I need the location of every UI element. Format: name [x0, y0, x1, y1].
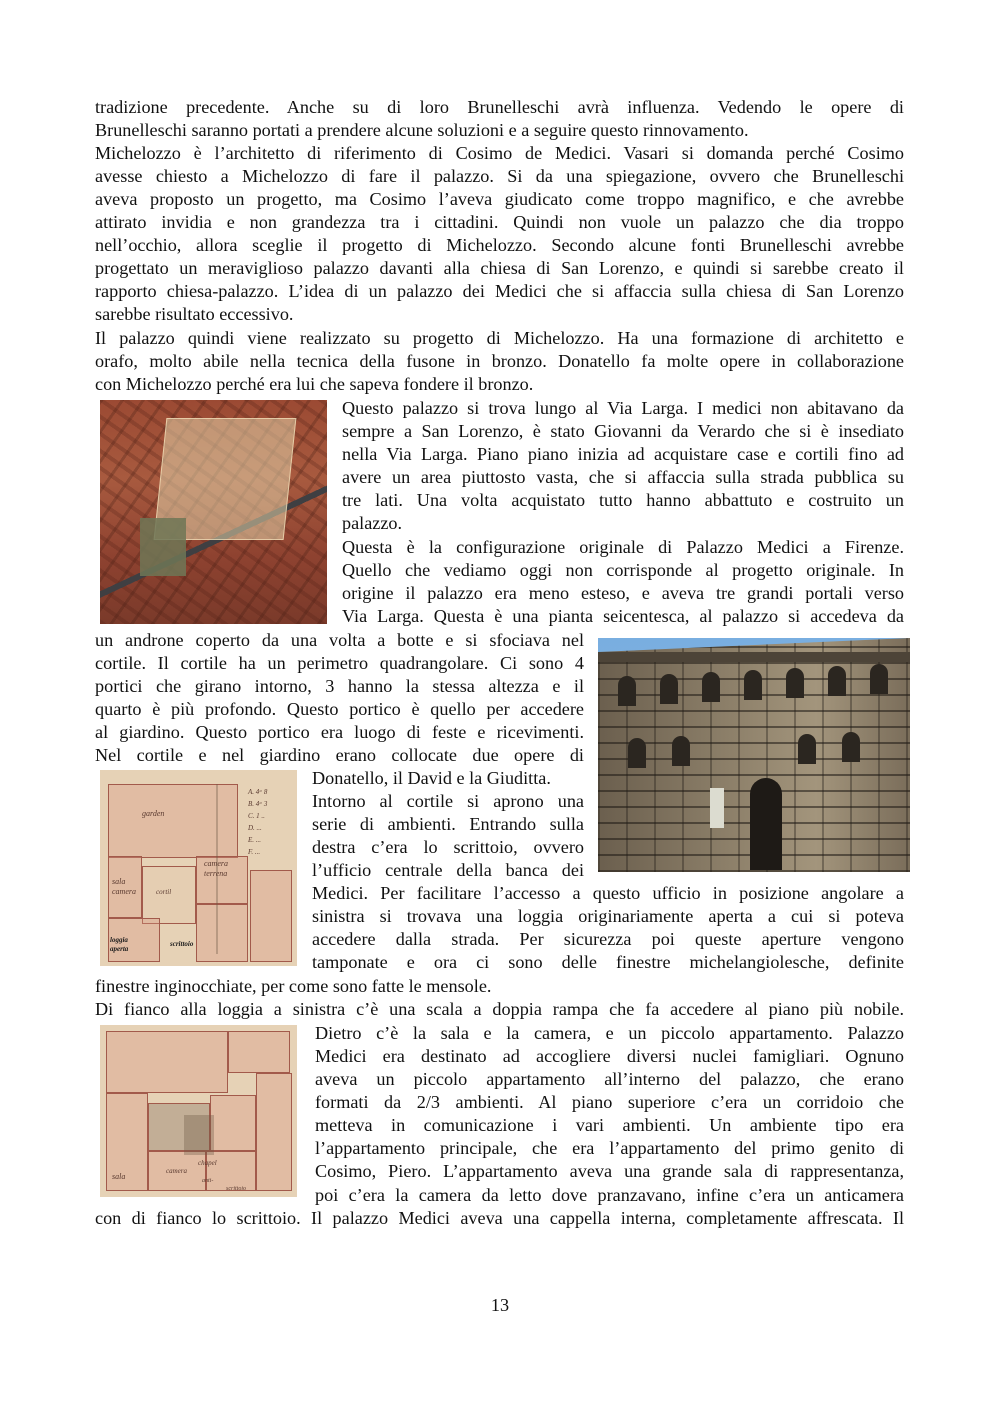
text-line: aveva un piccolo appartamento all’interno del palazzo, che erano [315, 1069, 904, 1089]
text-line: Questa è la configurazione originale di Palazzo Medici a Firenze. [342, 537, 904, 557]
text-line: Di fianco alla loggia a sinistra c’è una scala a doppia rampa che fa accedere al piano più nobile. [95, 999, 904, 1019]
text-line: con di fianco lo scrittoio. Il palazzo Medici aveva una cappella interna, completamente affrescata. Il [95, 1208, 904, 1228]
text-line: l’ufficio centrale della banca dei [312, 860, 584, 880]
text-line: Questo palazzo si trova lungo al Via Larga. I medici non abitavano da [342, 398, 904, 418]
plan2-label-camera: camera [166, 1167, 187, 1175]
text-line: quarto è più profondo. Questo portico è quello per accedere [95, 699, 584, 719]
text-line: avere un area piuttosto vasta, che si affaccia sulla strada pubblica su [342, 467, 904, 487]
facade-photo [598, 638, 910, 872]
text-line: nell’occhio, allora sceglie il progetto di Michelozzo. Secondo alcune fonti Brunelleschi avrebbe [95, 235, 904, 255]
text-line: rapporto chiesa-palazzo. L’idea di un palazzo dei Medici che si affaccia sulla chiesa di San Lorenzo [95, 281, 904, 301]
text-line: Brunelleschi saranno portati a prendere alcune soluzioni e a seguire questo rinnovamento. [95, 120, 749, 140]
text-line: Medici. Per facilitare l’accesso a questo ufficio in posizione angolare a [312, 883, 904, 903]
text-line: Il palazzo quindi viene realizzato su progetto di Michelozzo. Ha una formazione di architetto e [95, 328, 904, 348]
text-line: tre lati. Una volta acquistato tutto hanno abbattuto e costruito un [342, 490, 904, 510]
text-line: palazzo. [342, 513, 403, 533]
text-line: aveva proposto un progetto, ma Cosimo l’aveva giudicato come troppo magnifico, e che avrebbe [95, 189, 904, 209]
text-line: con Michelozzo perché era lui che sapeva fondere il bronzo. [95, 374, 534, 394]
text-line: portici che girano intorno, 3 hanno la stessa altezza e il [95, 676, 584, 696]
text-line: tradizione precedente. Anche su di loro Brunelleschi avrà influenza. Vedendo le opere di [95, 97, 904, 117]
text-line: Michelozzo è l’architetto di riferimento di Cosimo de Medici. Vasari si domanda perché Cosimo [95, 143, 904, 163]
text-line: finestre inginocchiate, per come sono fatte le mensole. [95, 976, 492, 996]
plan2-label-anticamera: anti- [202, 1178, 214, 1184]
aerial-photo [100, 400, 327, 624]
text-line: destra c’era lo scrittoio, ovvero [312, 837, 584, 857]
text-line: un androne coperto da una volta a botte e si sfociava nel [95, 630, 584, 650]
plan-label-loggia: loggia [110, 936, 128, 944]
text-line: tamponate e ora ci sono delle finestre michelangiolesche, definite [312, 952, 904, 972]
plan-label-scrittoio: scrittoio [170, 940, 194, 948]
text-line: metteva in comunicazione i vari ambienti. Un ambiente tipo era [315, 1115, 904, 1135]
ground-floor-plan: A. 4ᵃ 8 B. 4ᵃ 3 C. 1 .. D. ... E. ... F. ... garden sala camera cortil camera terrena loggia aperta scrittoio [100, 770, 297, 966]
plan2-label-sala: sala [112, 1172, 126, 1181]
text-line: Cosimo, Piero. L’appartamento aveva una grande sala di rappresentanza, [315, 1161, 904, 1181]
text-line: sinistra si trovava una loggia originariamente aperta a cui si poteva [312, 906, 904, 926]
text-line: serie di ambienti. Entrando sulla [312, 814, 584, 834]
text-line: progettato un meraviglioso palazzo davanti alla chiesa di San Lorenzo, e quindi si sarebbe creato il [95, 258, 904, 278]
text-line: Via Larga. Questa è una pianta seicentesca, al palazzo si accedeva da [342, 606, 904, 626]
first-floor-plan [100, 1025, 297, 1197]
text-line: Dietro c’è la sala e la camera, e un piccolo appartamento. Palazzo [315, 1023, 904, 1043]
text-line: orafo, molto abile nella tecnica della fusone in bronzo. Donatello fa molte opere in collaborazione [95, 351, 904, 371]
text-line: l’appartamento principale, che era l’appartamento del primo genito di [315, 1138, 904, 1158]
plan2-label-scrittoio: scrittoio [226, 1186, 247, 1192]
text-line: nella Via Larga. Piano piano inizia ad acquistare case e cortili fino ad [342, 444, 904, 464]
plan-label-camera-terrena-2: terrena [204, 869, 228, 878]
plan2-label-chapel: chapel [198, 1159, 217, 1167]
text-line: sempre a San Lorenzo, è stato Giovanni da Verardo che si è insediato [342, 421, 904, 441]
plan-label-cortile: cortil [156, 888, 172, 896]
text-line: Intorno al cortile si aprono una [312, 791, 584, 811]
text-line: avesse chiesto a Michelozzo di fare il palazzo. Si da una spiegazione, ovvero che Brunelleschi [95, 166, 904, 186]
plan-label-camera: camera [112, 887, 136, 896]
text-line: formati da 2/3 ambienti. Al piano superiore c’era un corridoio che [315, 1092, 904, 1112]
text-line: Donatello, il David e la Giuditta. [312, 768, 551, 788]
text-line: origine il palazzo era meno esteso, e aveva tre grandi portali verso [342, 583, 904, 603]
plan-label-loggia-2: aperta [110, 945, 129, 953]
page-number: 13 [490, 1295, 510, 1315]
text-line: poi c’era la camera da letto dove pranzavano, infine c’era un anticamera [315, 1185, 904, 1205]
plan-label-camera-terrena: camera [204, 859, 228, 868]
text-line: Quello che vediamo oggi non corrisponde al progetto originale. In [342, 560, 904, 580]
plan-label-garden: garden [142, 809, 165, 818]
text-line: al giardino. Questo portico era luogo di feste e ricevimenti. [95, 722, 584, 742]
text-line: sarebbe risultato eccessivo. [95, 304, 294, 324]
text-line: attirato invidia e non grandezza tra i cittadini. Quindi non vuole un palazzo che dia troppo [95, 212, 904, 232]
text-line: cortile. Il cortile ha un perimetro quadrangolare. Ci sono 4 [95, 653, 584, 673]
text-line: Medici era destinato ad accogliere diversi nuclei famigliari. Ognuno [315, 1046, 904, 1066]
text-line: accedere dalla strada. Per sicurezza poi queste aperture vengono [312, 929, 904, 949]
text-line: Nel cortile e nel giardino erano collocate due opere di [95, 745, 584, 765]
plan-label-sala: sala [112, 877, 126, 886]
